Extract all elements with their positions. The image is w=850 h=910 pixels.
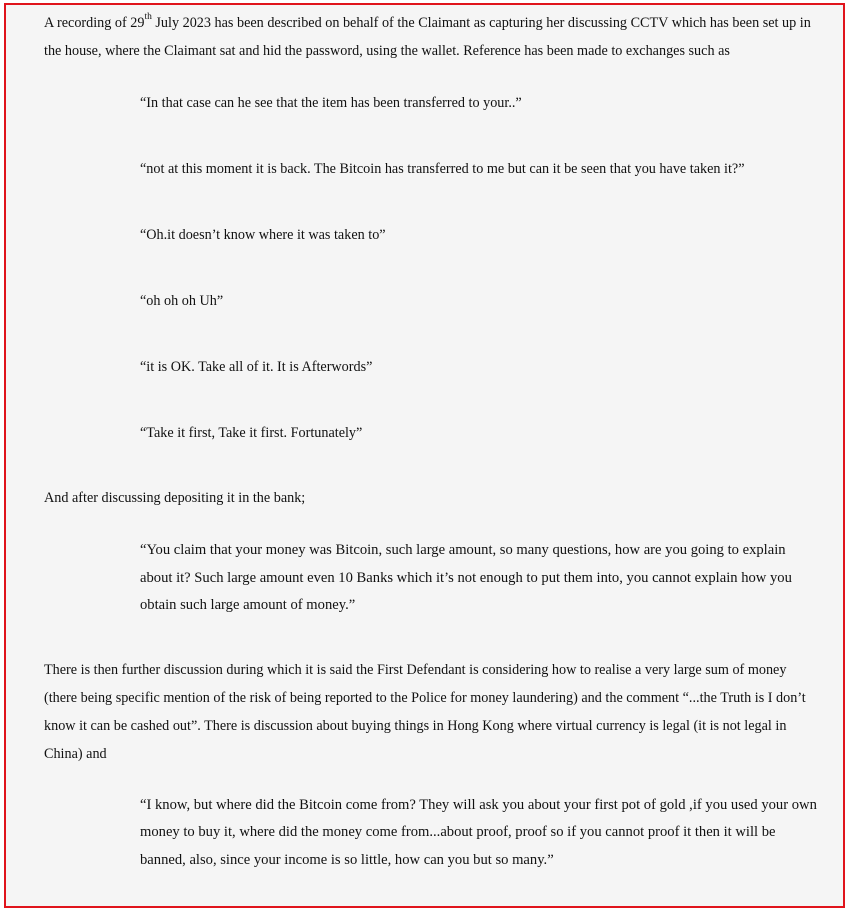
document-frame [4, 3, 845, 908]
paragraph-further-discussion: There is then further discussion during which it is said the First Defendant is considering how to realise a very large sum of money (there being specific mention of the risk of being reported to the Police for money laundering) and the comment “...the Truth is I don’t know it can be cashed out”. There is discussion about buying things in Hong Kong where virtual currency is legal (it is not legal in China) and [44, 661, 806, 762]
quote-line: “In that case can he see that the item has been transferred to your..” [140, 95, 522, 111]
intro-text-start: A recording of 29 [44, 15, 145, 31]
ordinal-suffix: th [144, 12, 152, 23]
intro-text-rest: July 2023 has been described on behalf of the Claimant as capturing her discussing CCTV which has been set up in the house, where the Claimant sat and hid the password, using the wallet. Reference has been made to exchanges such as [44, 15, 811, 59]
quote-line: “it is OK. Take all of it. It is Afterwords” [140, 359, 373, 375]
paragraph-recording-intro [44, 9, 819, 65]
quote-block-bitcoin-amount: “You claim that your money was Bitcoin, such large amount, so many questions, how are you going to explain about it? Such large amount even 10 Banks which it’s not enough to put them into, you cannot explain how you obtain such large amount of money.” [140, 542, 792, 613]
quote-line: “not at this moment it is back. The Bitcoin has transferred to me but can it be seen that you have taken it?” [140, 161, 745, 177]
paragraph-bank-discussion: And after discussing depositing it in the bank; [44, 490, 306, 506]
quote-block-bitcoin-source: “I know, but where did the Bitcoin come from? They will ask you about your first pot of gold ,if you used your own money to buy it, where did the money come from...about proof, proof so if you cannot proof it then it will be banned, also, since your income is so little, how can you but so many.” [140, 796, 817, 868]
quote-line: “Oh.it doesn’t know where it was taken to” [140, 227, 386, 243]
quote-line: “oh oh oh Uh” [140, 293, 224, 309]
quote-line: “Take it first, Take it first. Fortunately” [140, 425, 363, 441]
document-body [44, 9, 819, 874]
